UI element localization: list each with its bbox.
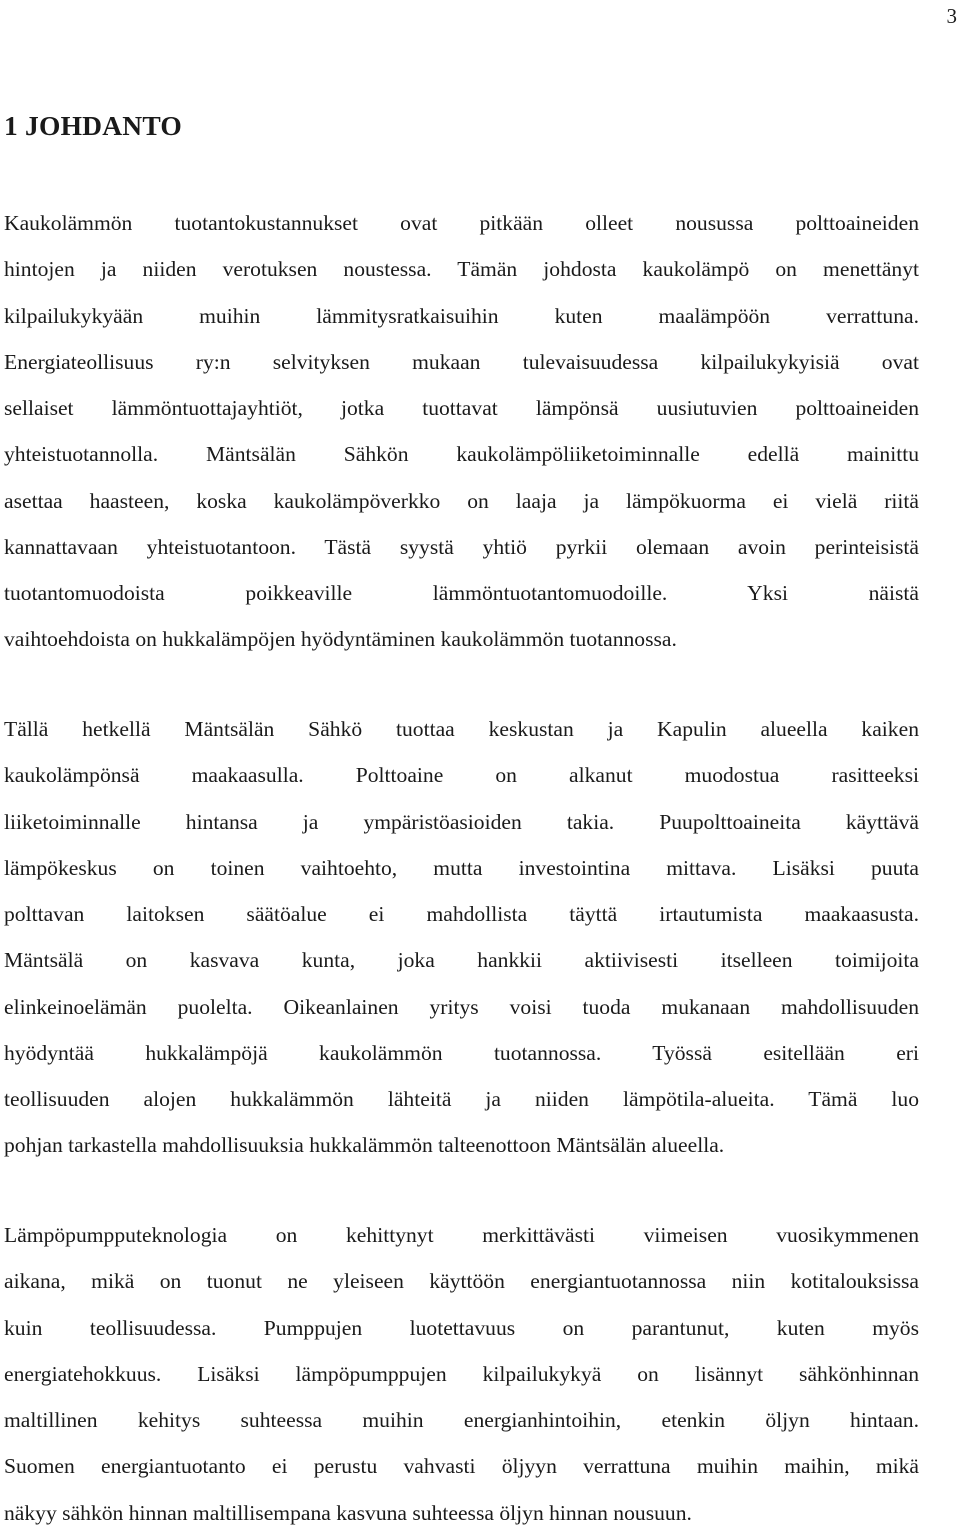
text-line: liiketoiminnalle hintansa ja ympäristöasioiden takia. Puupolttoaineita käyttävä	[4, 809, 919, 834]
text-line: Lämpöpumpputeknologia on kehittynyt merkittävästi viimeisen vuosikymmenen	[4, 1223, 919, 1247]
text-line: lämpökeskus on toinen vaihtoehto, mutta investointina mittava. Lisäksi puuta	[4, 855, 919, 880]
text-line: vaihtoehdoista on hukkalämpöjen hyödyntäminen kaukolämmön tuotannossa.	[4, 627, 677, 652]
text-line: tuotantomuodoista poikkeaville lämmöntuotantomuodoille. Yksi näistä	[4, 581, 919, 605]
page-number: 3	[946, 4, 957, 28]
text-line: kilpailukykyään muihin lämmitysratkaisuihin kuten maalämpöön verrattuna.	[4, 303, 919, 328]
text-line: Tällä hetkellä Mäntsälän Sähkö tuottaa keskustan ja Kapulin alueella kaiken	[4, 717, 919, 741]
text-line: pohjan tarkastella mahdollisuuksia hukkalämmön talteenottoon Mäntsälän alueella.	[4, 1133, 725, 1158]
paragraph-3	[4, 1212, 919, 1536]
text-line: aikana, mikä on tuonut ne yleiseen käyttöön energiantuotannossa niin kotitalouksissa	[4, 1269, 919, 1294]
text-line: näkyy sähkön hinnan maltillisempana kasvuna suhteessa öljyn hinnan nousuun.	[4, 1500, 692, 1525]
text-line: asettaa haasteen, koska kaukolämpöverkko on laaja ja lämpökuorma ei vielä riitä	[4, 488, 919, 513]
text-line: Mäntsälä on kasvava kunta, joka hankkii aktiivisesti itselleen toimijoita	[4, 948, 919, 973]
text-line: hintojen ja niiden verotuksen noustessa. Tämän johdosta kaukolämpö on menettänyt	[4, 257, 919, 282]
text-line: kuin teollisuudessa. Pumppujen luotettavuus on parantunut, kuten myös	[4, 1315, 919, 1340]
chapter-heading: 1 JOHDANTO	[4, 110, 182, 141]
text-line: elinkeinoelämän puolelta. Oikeanlainen yritys voisi tuoda mukanaan mahdollisuuden	[4, 994, 919, 1019]
text-line: Kaukolämmön tuotantokustannukset ovat pitkään olleet nousussa polttoaineiden	[4, 211, 919, 235]
text-line: kannattavaan yhteistuotantoon. Tästä syystä yhtiö pyrkii olemaan avoin perinteisistä	[4, 534, 919, 559]
text-line: Suomen energiantuotanto ei perustu vahvasti öljyyn verrattuna muihin maihin, mikä	[4, 1454, 919, 1479]
text-line: polttavan laitoksen säätöalue ei mahdollista täyttä irtautumista maakaasusta.	[4, 902, 919, 926]
paragraph-2	[4, 706, 919, 1169]
paragraph-1	[4, 200, 919, 663]
text-line: yhteistuotannolla. Mäntsälän Sähkön kaukolämpöliiketoiminnalle edellä mainittu	[4, 442, 919, 467]
text-line: Energiateollisuus ry:n selvityksen mukaan tulevaisuudessa kilpailukykyisiä ovat	[4, 349, 919, 374]
text-line: hyödyntää hukkalämpöjä kaukolämmön tuotannossa. Työssä esitellään eri	[4, 1040, 919, 1065]
text-line: teollisuuden alojen hukkalämmön lähteitä ja niiden lämpötila-alueita. Tämä luo	[4, 1087, 919, 1111]
text-line: maltillinen kehitys suhteessa muihin energianhintoihin, etenkin öljyn hintaan.	[4, 1408, 919, 1432]
text-line: kaukolämpönsä maakaasulla. Polttoaine on alkanut muodostua rasitteeksi	[4, 763, 919, 788]
text-line: sellaiset lämmöntuottajayhtiöt, jotka tuottavat lämpönsä uusiutuvien polttoaineiden	[4, 396, 919, 420]
text-line: energiatehokkuus. Lisäksi lämpöpumppujen kilpailukykyä on lisännyt sähkönhinnan	[4, 1361, 919, 1386]
